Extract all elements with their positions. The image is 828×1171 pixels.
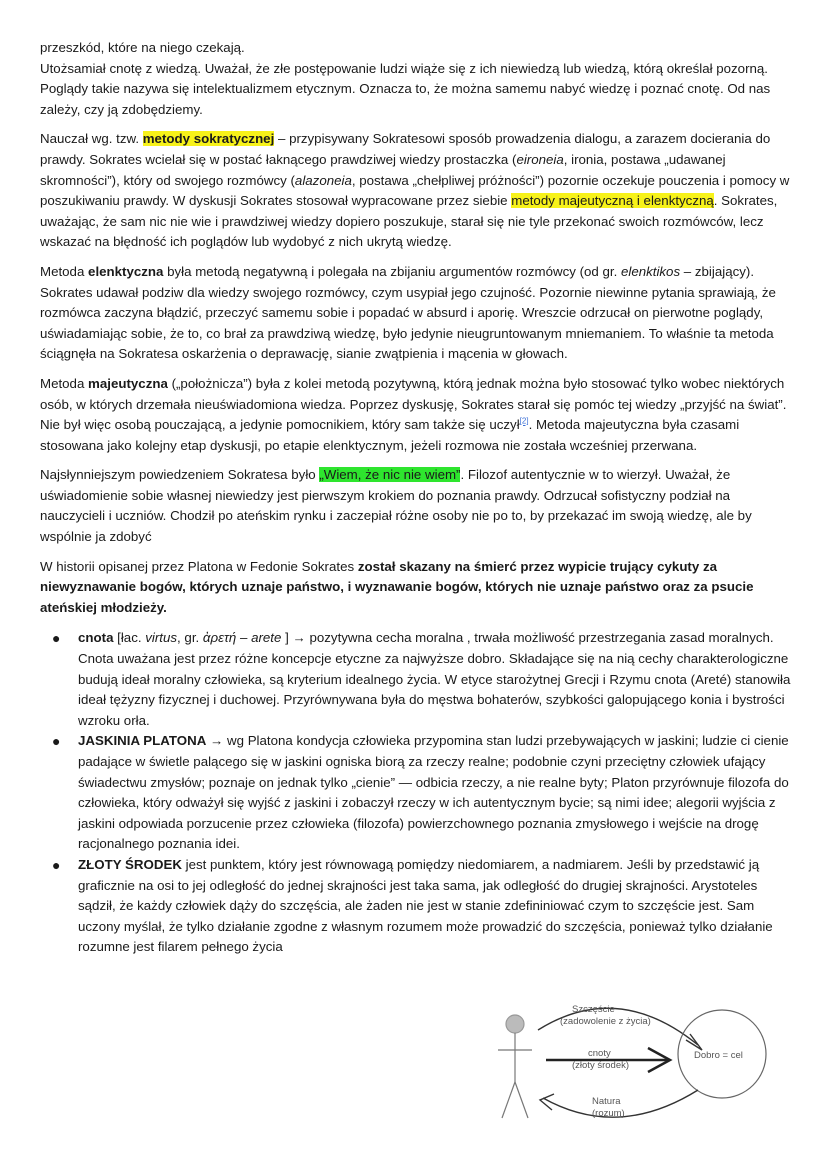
text-line: przeszkód, które na niego czekają. [40,40,245,55]
definitions-list [40,628,792,958]
paragraph-elenctic: Metoda elenktyczna była metodą negatywną i polegała na zbijaniu argumentów rozmówcy (od gr. elenktikos – zbijający). Sokrates udawał podziw dla wiedzy swojego rozmówcy, czym usypiał jego czujność. Pozornie niewinne pytania sprawiają, że rozmówca zaczyna błądzić, przeczyć samemu sobie i popadać w absurd i aporię. Wreszcie odrzucał on pierwotne poglądy, uświadamiając sobie, że to, co brał za prawdziwą wiedzę, było jedynie nieugruntowanym mniemaniem. To właśnie ta metoda ściągnęła na Sokratesa oskarżenia o deprawację, sianie zwątpienia i mącenia w głowach. [40,263,776,362]
highlight-saying: „Wiem, że nic nie wiem” [319,467,461,483]
highlight-methods: metody majeutyczną i elenktyczną [511,193,714,209]
list-item-virtue: ● cnota [łac. virtus, gr. ἀρετή – arete ] → pozytywna cecha moralna , trwała możliwość przestrzegania zasad moralnych. Cnota uważana jest przez różne koncepcje etyczne za najwyższe dobro. Składające się na nią cechy charakterologiczne budują ideał moralny człowieka, są kryterium idealnego życia. W etyce starożytnej Grecji i Rzymu cnota (Areté) stanowiła ideał tężyzny fizycznej i duchowej. Przyrównywana była do męstwa bohaterów, szybkości galopującego konia i bystrości wzroku orła. [52,630,791,728]
list-item-golden-mean: ● ZŁOTY ŚRODEK jest punktem, który jest równowagą pomiędzy niedomiarem, a nadmiarem. Jeśli by przedstawić ją graficznie na osi to jej odległość do jednej skrajności jest taka sama, jak odległość do drugiej skrajności. Arystoteles sądził, że każdy człowiek dąży do szczęścia, ale żaden nie jest w stanie zdefininiować czym to szczęście jest. Sam uczony myślał, że tylko działanie zgodne z własnym rozumem może prowadzić do szczęścia, ponieważ tylko działanie rozumne jest filarem pełnego życia [52,856,773,955]
highlight-socratic-method: metody sokratycznej [142,131,275,147]
paragraph-intellectualism [40,38,792,120]
circle-label: Dobro = cel [694,1050,743,1061]
document-page [40,38,792,958]
paragraph-socratic-method: Nauczał wg. tzw. metody sokratycznej – przypisywany Sokratesowi sposób prowadzenia dialogu, a zarazem docierania do prawdy. Sokrates wcielał się w postać łaknącego prawdziwej wiedzy prostaczka (eironeia, ironia, postawa „udawanej skromności”), który od swojego rozmówcy (alazoneia, postawa „chełpliwej próżności”) pozornie oczekuje pouczenia i pomocy w poszukiwaniu prawdy. W dyskusji Sokrates stosował wypracowane przez siebie metody majeutyczną i elenktyczną. Sokrates, uważając, że sam nic nie wie i prawdziwej wiedzy dopiero poszukuje, starał się nie tyle przekonać swoich rozmówców, lecz wskazać na błędność ich poglądów lub wydobyć z nich ukrytą wiedzę. [40,131,790,250]
top-label-2: (zadowolenie z życia) [560,1016,651,1027]
top-label-1: Szczęście [572,1004,615,1015]
bottom-label-1: Natura [592,1096,621,1107]
paragraph-famous-saying: Najsłynniejszym powiedzeniem Sokratesa było „Wiem, że nic nie wiem”. Filozof autentycznie w to wierzył. Uważał, że uświadomienie sobie własnej niewiedzy jest pierwszym krokiem do poznania prawdy. Odrzucał sofistyczny podział na nauczycieli i uczniów. Chodził po ateńskim rynku i zaczepiał różne osoby nie po to, by przekazać im swoją wiedzę, ale by wspólnie ja zdobyć [40,467,752,545]
bottom-label-2: (rozum) [592,1108,625,1119]
paragraph-maieutic: Metoda majeutyczna („położnicza”) była z kolei metodą pozytywną, którą jednak można było stosować tylko wobec niektórych osób, w których drzemała nieuświadomiona wiedza. Poprzez dyskusję, Sokrates starał się pomóc tej wiedzy „przyjść na świat”. Nie był więc osobą pouczającą, a jedynie pomocnikiem, który sam także się uczył[2]. Metoda majeutyczna była czasami stosowana jako kolejny etap dyskusji, po etapie elenktycznym, jeżeli rozmowa nie została wcześniej przerwana. [40,375,787,453]
text-line: Utożsamiał cnotę z wiedzą. Uważał, że złe postępowanie ludzi wiąże się z ich niewiedzą lub wiedzą, którą określał pozorną. Poglądy takie nazywa się intelektualizmem etycznym. Oznacza to, że można samemu nabyć wiedzę i poznać cnotę. Od nas zależy, czy ją zdobędziemy. [40,60,771,117]
list-item-cave: ● JASKINIA PLATONA → wg Platona kondycja człowieka przypomina stan ludzi przebywających w jaskini; ludzie ci cienie padające w świetle palącego się w jaskini ogniska biorą za rzeczy realne; podobnie czyni przeciętny człowiek ufający świadectwu zmysłów; poznaje on jednak tylko „cienie” — odbicia rzeczy, a nie realne byty; Platon przyrównuje filozofa do człowieka, który odważył się wyjść z jaskini i zobaczył rzeczy w ich autentycznym bycie; są nimi idee; alegorii wyjścia z jaskini odpowiada porzucenie przez człowieka (filozofa) powierzchownego poznania zmysłowego i wejście na drogę racjonalnego poznania idei. [52,733,789,852]
bullet-icon: ● [52,733,61,750]
middle-label-2: (złoty środek) [572,1060,630,1071]
middle-label-1: cnoty [588,1048,611,1059]
bullet-icon: ● [52,856,61,873]
happiness-diagram [488,990,788,1150]
footnote-link[interactable]: [2] [519,416,529,426]
bullet-icon: ● [52,630,61,647]
person-figure [498,1015,532,1118]
paragraph-death-sentence: W historii opisanej przez Platona w Fedonie Sokrates został skazany na śmierć przez wypicie trujący cykuty za niewyznawanie bogów, których uznaje państwo, i wyznawanie bogów, których nie uznaje państwo oraz za psucie ateńskiej młodzieży. [40,558,754,615]
